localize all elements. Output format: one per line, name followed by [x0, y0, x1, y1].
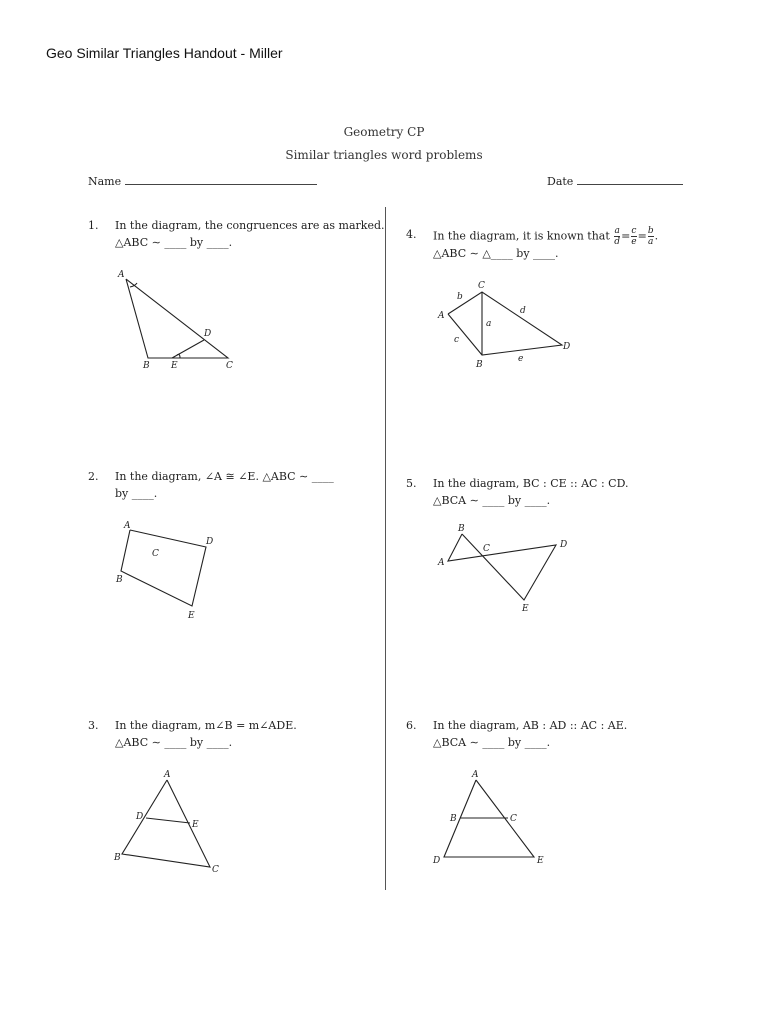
- fraction-c-over-e: [631, 226, 636, 247]
- label-b: B: [116, 575, 123, 585]
- problem-text-line1: In the diagram, the congruences are as marked.: [115, 219, 385, 232]
- diagram-2: [112, 516, 232, 626]
- label-c: C: [226, 361, 233, 371]
- label-e: E: [537, 856, 544, 866]
- problem-text-line2: △ABC ∼ △____ by ____.: [433, 247, 559, 260]
- label-e: E: [192, 820, 199, 830]
- problem-number: 6.: [406, 719, 417, 732]
- fraction-a-over-d: [614, 226, 620, 247]
- numerator: b: [647, 226, 654, 236]
- problem-1: [88, 217, 385, 257]
- label-b: B: [458, 524, 465, 534]
- problem-number: 1.: [88, 219, 99, 232]
- label-d: D: [206, 537, 214, 547]
- problem-text-line1: In the diagram, m∠B = m∠ADE.: [115, 719, 297, 732]
- numerator: c: [631, 226, 637, 236]
- label-a: A: [438, 558, 445, 568]
- problem-number: 2.: [88, 470, 99, 483]
- label-a: A: [124, 521, 131, 531]
- label-b: B: [476, 360, 483, 370]
- quadrilateral-acdb: [448, 292, 562, 355]
- label-d: D: [560, 540, 568, 550]
- problem-text-line1: In the diagram, ∠A ≅ ∠E. △ABC ∼ ____: [115, 470, 334, 483]
- numerator: a: [614, 226, 620, 236]
- name-label: Name: [88, 175, 122, 188]
- label-b: B: [143, 361, 150, 371]
- date-blank: [577, 174, 683, 185]
- label-side-e: e: [518, 354, 524, 364]
- problem-text-line1: In the diagram, it is known that $\frac{a}{d}$ = $\frac{c}{e}$ = $\frac{b}{a}$ .: [433, 226, 659, 247]
- name-blank: [125, 174, 317, 185]
- label-d: D: [136, 812, 144, 822]
- label-e: E: [188, 611, 195, 621]
- triangle-abc: [126, 279, 228, 358]
- label-side-a: a: [486, 319, 492, 329]
- label-c: C: [478, 281, 485, 291]
- date-label: Date: [547, 175, 574, 188]
- name-field: [88, 174, 317, 188]
- label-b: B: [450, 814, 457, 824]
- problem-number: 5.: [406, 477, 417, 490]
- problem-3: [88, 717, 378, 757]
- diagram-1: [110, 265, 260, 375]
- label-c: C: [152, 549, 159, 559]
- problem-text-line2: △BCA ∼ ____ by ____.: [433, 736, 551, 749]
- column-divider: [385, 207, 386, 890]
- label-e: E: [522, 604, 529, 614]
- bowtie-triangles: [121, 530, 206, 606]
- segment-ed: [172, 340, 204, 358]
- problem-6: [406, 717, 706, 757]
- label-a: A: [438, 311, 445, 321]
- bowtie-triangles: [448, 534, 556, 600]
- problem-text-line2: by ____.: [115, 487, 158, 500]
- problem-text-line2: △ABC ∼ ____ by ____.: [115, 236, 233, 249]
- problem-2: [88, 468, 378, 508]
- problem-5: [406, 475, 706, 515]
- segment-de: [146, 818, 190, 823]
- label-side-c: c: [454, 335, 460, 345]
- problem-text-line2: △ABC ∼ ____ by ____.: [115, 736, 233, 749]
- problem-text-line1: In the diagram, BC : CE :: AC : CD.: [433, 477, 629, 490]
- course-title: Geometry CP: [343, 125, 425, 139]
- label-side-d: d: [520, 306, 526, 316]
- denominator: e: [631, 237, 637, 247]
- label-a: A: [472, 770, 479, 780]
- label-a: A: [118, 270, 125, 280]
- problem-text-prefix: In the diagram, it is known that: [433, 229, 610, 243]
- problem-number: 4.: [406, 228, 417, 241]
- problem-text-line1: In the diagram, AB : AD :: AC : AE.: [433, 719, 628, 732]
- diagram-4: [432, 278, 582, 378]
- label-a: A: [164, 770, 171, 780]
- label-d: D: [433, 856, 441, 866]
- problem-text-line2: △BCA ∼ ____ by ____.: [433, 494, 551, 507]
- label-d: D: [204, 329, 212, 339]
- label-c: C: [510, 814, 517, 824]
- diagram-6: [432, 766, 582, 876]
- label-d: D: [563, 342, 571, 352]
- diagram-3: [112, 766, 232, 876]
- diagram-5: [434, 520, 584, 620]
- label-side-b: b: [457, 292, 463, 302]
- problem-number: 3.: [88, 719, 99, 732]
- denominator: a: [648, 237, 654, 247]
- fraction-b-over-a: [648, 226, 654, 247]
- label-b: B: [114, 853, 121, 863]
- label-e: E: [171, 361, 178, 371]
- worksheet-subtitle: Similar triangles word problems: [285, 148, 483, 162]
- date-field: [547, 174, 683, 188]
- label-c: C: [483, 544, 490, 554]
- denominator: d: [614, 237, 621, 247]
- document-header: Geo Similar Triangles Handout - Miller: [46, 45, 283, 61]
- problem-4: [406, 226, 706, 266]
- label-c: C: [212, 865, 219, 875]
